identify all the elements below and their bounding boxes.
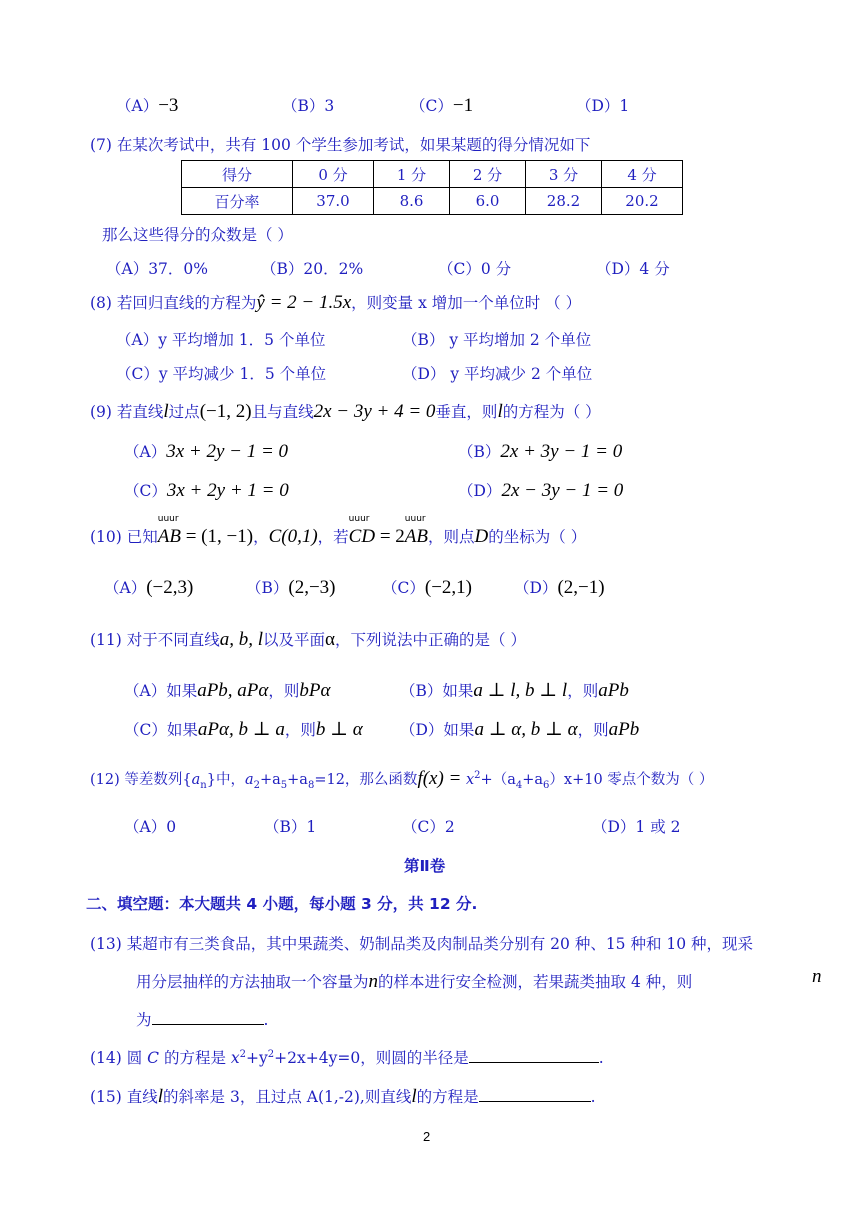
answer-blank[interactable] [479,1087,591,1102]
part-title: 第Ⅱ卷 [404,857,446,875]
q7-option-b: （B）20．2% [261,260,364,278]
table-cell: 6.0 [450,188,526,215]
table-cell: 得分 [182,161,293,188]
q8-option-c: （C）y 平均减少 1．5 个单位 [116,365,327,383]
q11-option-d: （D）如果a ⊥ α, b ⊥ α，则aPb [400,719,640,740]
q9-option-a: （A）3x + 2y − 1 = 0 [124,441,289,462]
q9-stem: (9) 若直线l过点(−1, 2)且与直线2x − 3y + 4 = 0垂直，则l的方程为（ ） [90,401,601,422]
q11-option-c: （C）如果aPα, b ⊥ a，则b ⊥ α [124,719,363,740]
q13-line3: 为 . [136,1011,269,1029]
q8-stem: (8) 若回归直线的方程为ŷ = 2 − 1.5x，则变量 x 增加一个单位时 （ ） [90,292,582,313]
q15-stem: (15) 直线l的斜率是 3，且过点 A(1,-2),则直线l的方程是 . [90,1086,596,1107]
q7-follow: 那么这些得分的众数是（ ） [102,226,293,244]
q7-option-d: （D）4 分 [596,260,670,278]
q10-option-a: （A）(−2,3) [104,577,194,598]
answer-blank[interactable] [469,1048,599,1063]
table-cell: 3 分 [526,161,602,188]
q6-option-d: （D）1 [576,97,630,115]
q9-option-c: （C）3x + 2y + 1 = 0 [124,480,289,501]
page-number: 2 [423,1129,431,1144]
q6-option-c: （C）−1 [410,95,474,116]
table-cell: 20.2 [602,188,683,215]
q10-stem: (10) 已知 uuur AB = (1, −1)，C(0,1)，若 uuur CD = 2 uuur AB，则点D的坐标为（ ） [90,514,587,547]
q6-option-b: （B）3 [282,97,335,115]
vector-cd: uuur CD [348,514,376,547]
table-cell: 0 分 [293,161,374,188]
table-cell: 37.0 [293,188,374,215]
table-cell: 2 分 [450,161,526,188]
table-cell: 百分率 [182,188,293,215]
q12-option-c: （C）2 [402,818,455,836]
q8-option-d: （D） y 平均减少 2 个单位 [402,365,593,383]
q7-option-c: （C）0 分 [438,260,512,278]
section-heading: 二、填空题：本大题共 4 小题，每小题 3 分，共 12 分. [86,895,478,913]
q9-option-b: （B）2x + 3y − 1 = 0 [458,441,623,462]
q12-option-a: （A）0 [124,818,177,836]
q8-option-b: （B） y 平均增加 2 个单位 [402,331,592,349]
q11-stem: (11) 对于不同直线a, b, l以及平面α，下列说法中正确的是（ ） [90,629,526,650]
table-cell: 8.6 [374,188,450,215]
table-cell: 1 分 [374,161,450,188]
q13-line2: 用分层抽样的方法抽取一个容量为n的样本进行安全检测，若果蔬类抽取 4 种，则 [136,971,693,992]
q13-line1: (13) 某超市有三类食品，其中果蔬类、奶制品类及肉制品类分别有 20 种、15 种和 10 种，现采 [90,935,754,953]
q10-option-d: （D）(2,−1) [514,577,605,598]
q8-option-a: （A）y 平均增加 1．5 个单位 [116,331,326,349]
q12-option-d: （D）1 或 2 [592,818,681,836]
q7-stem: (7) 在某次考试中，共有 100 个学生参加考试，如果某题的得分情况如下 [90,136,591,154]
vector-ab-2: uuur AB [404,514,429,547]
vector-ab: uuur AB [157,514,181,547]
q10-option-c: （C）(−2,1) [382,577,472,598]
q7-score-table [181,160,683,215]
q9-option-d: （D）2x − 3y − 1 = 0 [458,480,624,501]
q13-n-end: n [812,966,822,987]
table-row [182,161,683,188]
q10-option-b: （B）(2,−3) [246,577,336,598]
q7-option-a: （A）37．0% [106,260,209,278]
table-cell: 4 分 [602,161,683,188]
table-cell: 28.2 [526,188,602,215]
q6-option-a: （A）−3 [116,95,179,116]
answer-blank[interactable] [152,1010,264,1025]
q12-stem: (12) 等差数列$\{a_n\}$中，$a_2+a_5+a_8=12$，那么函数$f(x) = x^2+(a_4+a_6)x+10$ 零点个数为（ ） [90,768,714,791]
q14-stem: (14) 圆 C 的方程是 $x^2+y^2+2x+4y=0$，则圆的半径是 . [90,1048,604,1067]
q11-option-b: （B）如果a ⊥ l, b ⊥ l，则aPb [400,680,629,701]
q12-option-b: （B）1 [264,818,317,836]
table-row [182,188,683,215]
q11-option-a: （A）如果aPb, aPα，则bPα [124,680,331,701]
